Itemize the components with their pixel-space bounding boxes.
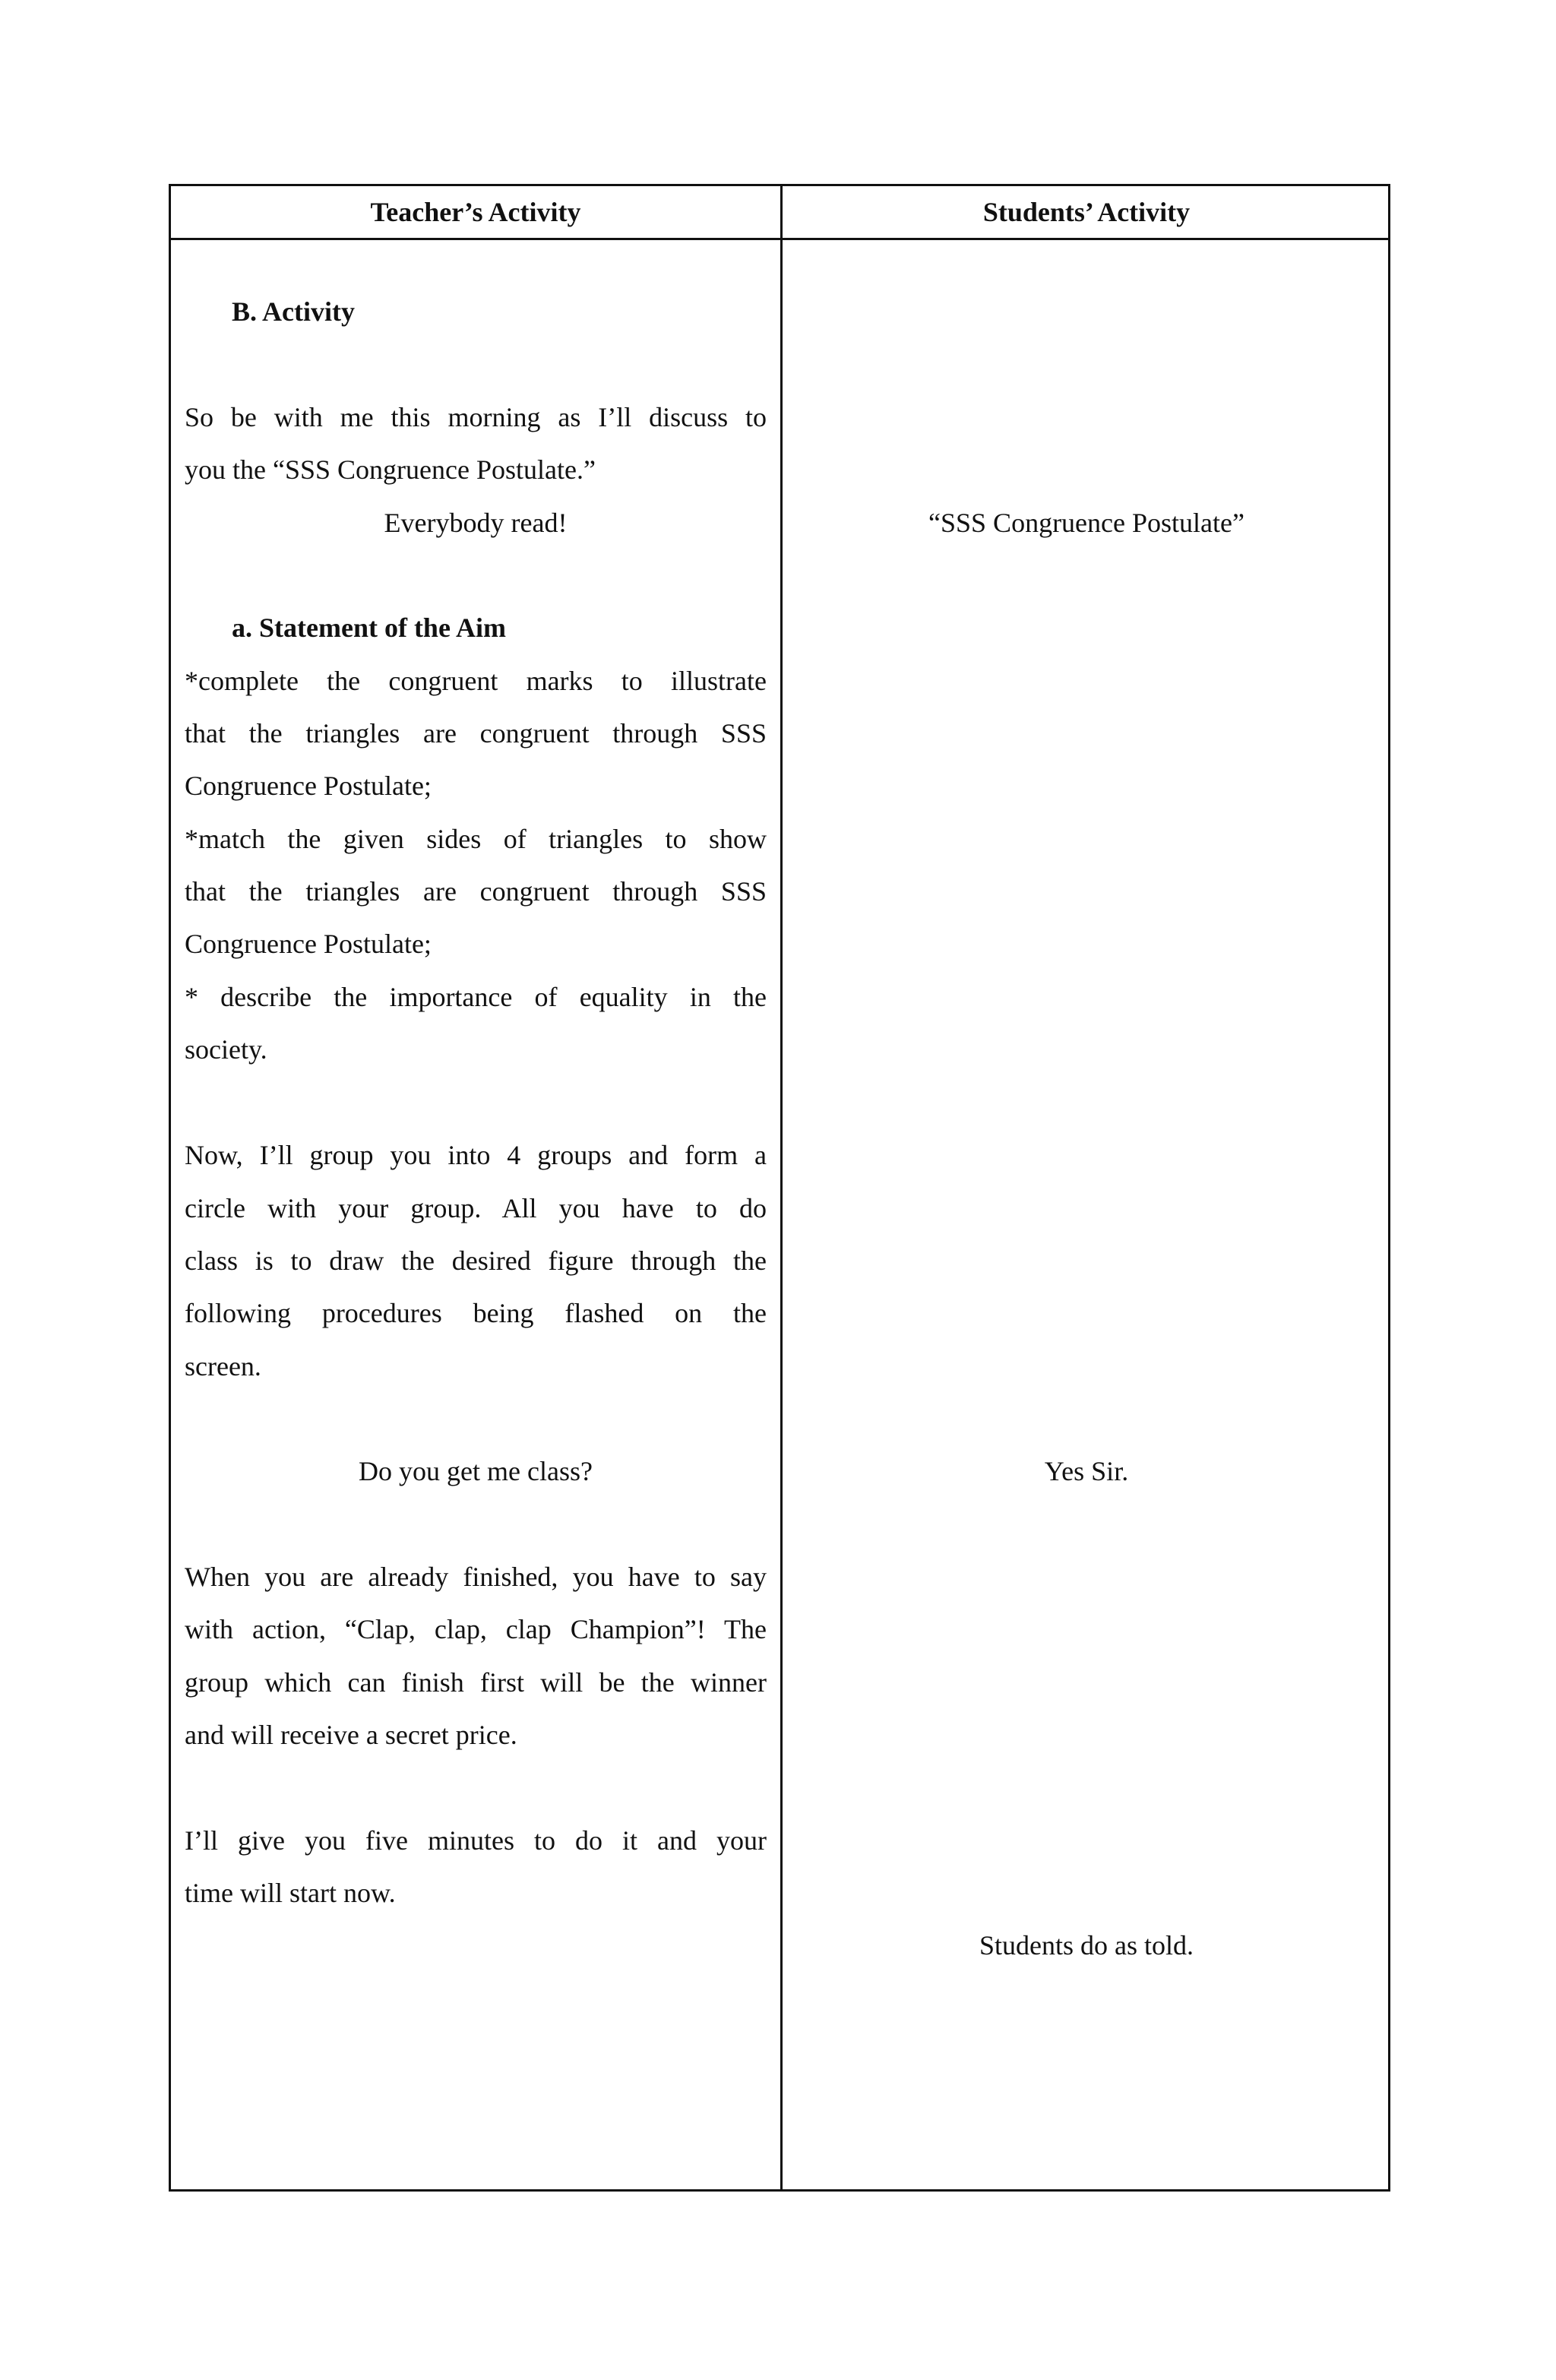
student-response: “SSS Congruence Postulate” — [928, 508, 1244, 538]
header-rule — [171, 238, 1388, 240]
teacher-activity-header: Teacher’s Activity — [370, 197, 581, 227]
group-instruction-line: screen. — [185, 1351, 261, 1381]
finish-instruction-line: and will receive a secret price. — [185, 1720, 517, 1750]
aim-heading: a. Statement of the Aim — [232, 612, 506, 643]
group-instruction-line: circle with your group. All you have to do — [185, 1193, 767, 1223]
everybody-read-text: Everybody read! — [384, 508, 568, 538]
finish-instruction-line: with action, “Clap, clap, clap Champion”! The — [185, 1614, 767, 1644]
section-heading: B. Activity — [232, 296, 355, 327]
group-instruction-line: Now, I’ll group you into 4 groups and form a — [185, 1140, 767, 1170]
aim-line: society. — [185, 1034, 267, 1065]
lesson-table — [169, 184, 1390, 2192]
intro-line: you the “SSS Congruence Postulate.” — [185, 454, 596, 485]
group-instruction-line: following procedures being flashed on the — [185, 1298, 767, 1328]
aim-line: Congruence Postulate; — [185, 771, 432, 801]
aim-line: that the triangles are congruent through SSS — [185, 876, 767, 907]
time-instruction-line: time will start now. — [185, 1878, 396, 1908]
finish-instruction-line: When you are already finished, you have to say — [185, 1562, 767, 1592]
student-response: Yes Sir. — [1044, 1456, 1129, 1486]
intro-line: So be with me this morning as I’ll discuss to — [185, 402, 767, 432]
aim-line: * describe the importance of equality in the — [185, 982, 767, 1012]
aim-line: *complete the congruent marks to illustrate — [185, 666, 767, 696]
student-response: Students do as told. — [979, 1930, 1194, 1961]
finish-instruction-line: group which can finish first will be the winner — [185, 1667, 767, 1698]
time-instruction-line: I’ll give you five minutes to do it and your — [185, 1825, 767, 1856]
aim-line: that the triangles are congruent through SSS — [185, 718, 767, 748]
students-activity-header: Students’ Activity — [982, 197, 1191, 227]
group-instruction-line: class is to draw the desired figure through the — [185, 1245, 767, 1276]
column-divider — [780, 186, 783, 2189]
aim-line: Congruence Postulate; — [185, 929, 432, 959]
aim-line: *match the given sides of triangles to show — [185, 824, 767, 854]
question-text: Do you get me class? — [359, 1456, 593, 1486]
